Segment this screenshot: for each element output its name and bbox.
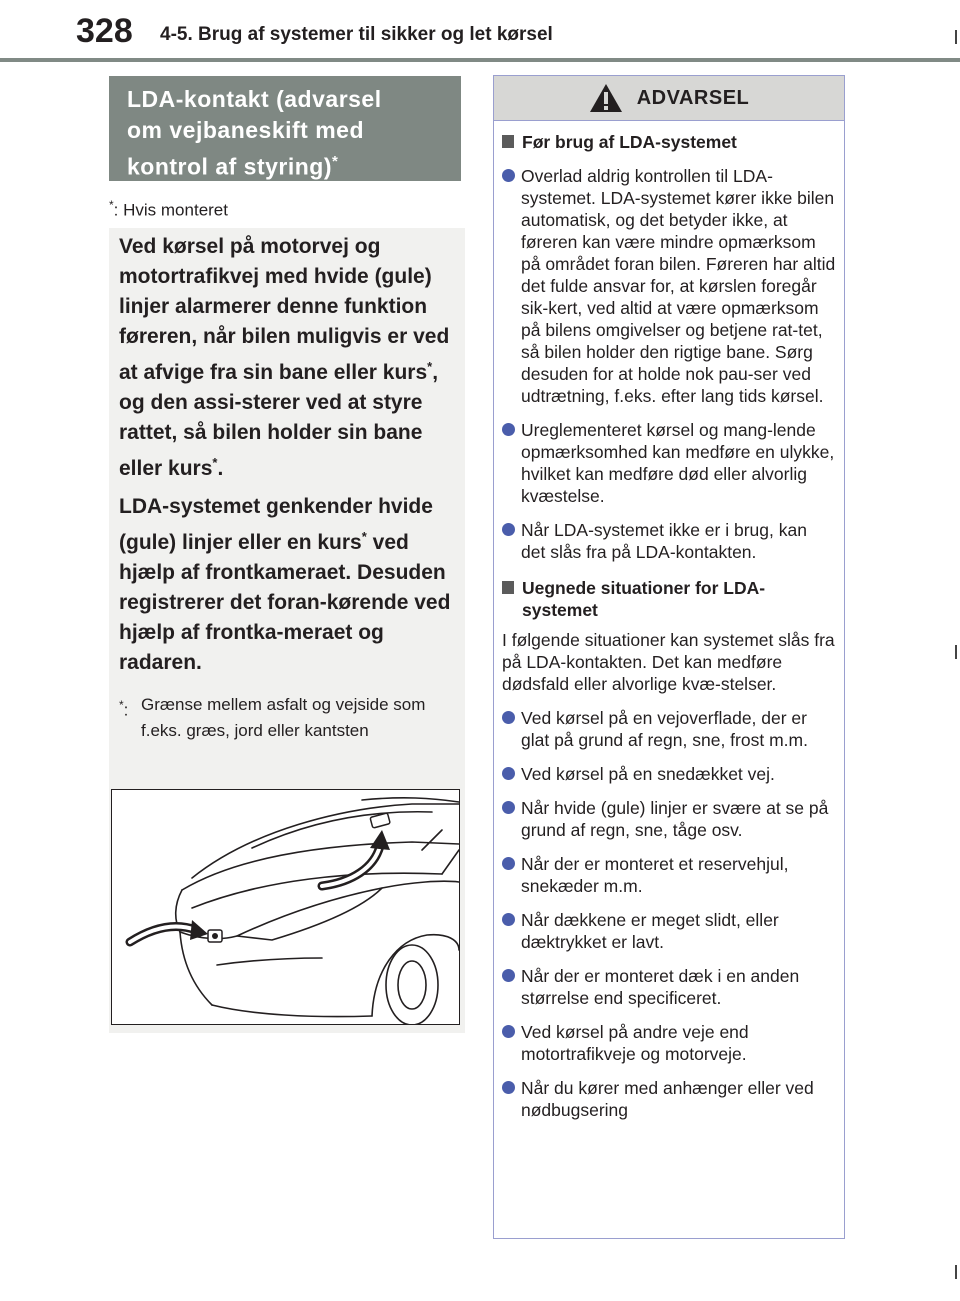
bullet-dot-icon: [502, 1081, 515, 1094]
description-panel: [109, 228, 465, 1033]
title-line: LDA-kontakt (advarsel: [127, 86, 382, 112]
section-heading: Uegnede situationer for LDA-systemet: [502, 577, 836, 621]
crop-mark: [955, 645, 957, 659]
radar-sensor-icon: [208, 930, 222, 942]
bullet-dot-icon: [502, 169, 515, 182]
warning-header: [494, 76, 844, 121]
section-title: 4-5. Brug af systemer til sikker og let kørsel: [160, 24, 553, 45]
list-item: Når hvide (gule) linjer er svære at se på grund af regn, sne, tåge osv.: [502, 797, 836, 841]
title-line: kontrol af styring)*: [127, 153, 339, 180]
warning-box: [493, 75, 845, 1239]
windshield-outline: [192, 804, 459, 878]
warning-body: [494, 121, 844, 1121]
section-text: I følgende situationer kan systemet slås fra på LDA-kontakten. Det kan medføre dødsfald eller alvorlige kvæ-stelser.: [502, 630, 835, 694]
title-asterisk: *: [332, 153, 339, 170]
bullet-dot-icon: [502, 711, 515, 724]
list-item: Ureglementeret kørsel og mang-lende opmærksomhed kan medføre en ulykke, hvilket kan medføre død eller alvorlig kvæstelse.: [502, 419, 836, 507]
bullet-dot-icon: [502, 913, 515, 926]
detection-paragraph: LDA-systemet genkender hvide (gule) linjer eller en kurs* ved hjælp af frontkameraet. Desuden registrerer det foran-kørende ved hjælp af frontka-meraet og radaren.: [119, 495, 451, 674]
warning-triangle-icon: [589, 83, 623, 113]
footnote-mark: *: [109, 198, 114, 212]
bullet-dot-icon: [502, 857, 515, 870]
list-item: Når dækkene er meget slidt, eller dæktrykket er lavt.: [502, 909, 836, 953]
header-rule: [0, 58, 960, 62]
car-illustration: [111, 789, 460, 1025]
camera-arrow-icon: [322, 830, 390, 886]
list-item: Når der er monteret dæk i en anden størrelse end specificeret.: [502, 965, 836, 1009]
bullet-dot-icon: [502, 969, 515, 982]
feature-title: [109, 76, 461, 181]
list-item: Når du kører med anhænger eller ved nødbugsering: [502, 1077, 836, 1121]
list-item: Overlad aldrig kontrollen til LDA-systemet. LDA-systemet kører ikke bilen automatisk, og det betyder ikke, at føreren kan være mindre opmærksom på området foran bilen. Føreren har altid det fulde ansvar for, at kørslen foregår sik-kert, ved altid at være opmærksom på bilens omgivelser og betjene rat-tet, så bilen holder den rigtige bane. Sørg desuden for at holde nok pau-ser ved udtrætning, f.eks. efter lang tids kørsel.: [502, 165, 836, 407]
bullet-dot-icon: [502, 423, 515, 436]
section-square-icon: [502, 581, 514, 594]
list-item: Når LDA-systemet ikke er i brug, kan det slås fra på LDA-kontakten.: [502, 519, 836, 563]
bullet-dot-icon: [502, 767, 515, 780]
camera-sensor-icon: [370, 813, 390, 828]
crop-mark: [955, 30, 957, 44]
bullet-dot-icon: [502, 523, 515, 536]
warning-label: ADVARSEL: [636, 86, 750, 109]
list-item: Ved kørsel på andre veje end motortrafikveje og motorveje.: [502, 1021, 836, 1065]
intro-paragraph: Ved kørsel på motorvej og motortrafikvej med hvide (gule) linjer alarmerer denne funktion føreren, når bilen muligvis er ved at afvige fra sin bane eller kurs*, og den assi-sterer ved at styre rattet, så bilen holder sin bane eller kurs*.: [119, 235, 450, 480]
headlight-outline: [237, 888, 382, 940]
list-item: Ved kørsel på en snedækket vej.: [502, 763, 836, 785]
section-heading: Før brug af LDA-systemet: [502, 131, 836, 153]
crop-mark: [955, 1265, 957, 1279]
title-line: om vejbaneskift med: [127, 117, 365, 143]
definition-text: Grænse mellem asfalt og vejside som f.eks. græs, jord eller kantsten: [141, 695, 426, 740]
bullet-dot-icon: [502, 801, 515, 814]
availability-note: *: Hvis monteret: [109, 198, 228, 220]
radar-arrow-icon: [130, 920, 208, 942]
definition-note: *: Grænse mellem asfalt og vejside som f.eks. græs, jord eller kantsten: [119, 692, 453, 744]
section-square-icon: [502, 135, 514, 148]
bullet-dot-icon: [502, 1025, 515, 1038]
list-item: Når der er monteret et reservehjul, snekæder m.m.: [502, 853, 836, 897]
list-item: Ved kørsel på en vejoverflade, der er glat på grund af regn, sne, frost m.m.: [502, 707, 836, 751]
page-number: 328: [76, 12, 133, 50]
page-header: [0, 0, 960, 62]
wheel-arch: [372, 935, 459, 1016]
front-wheel: [386, 945, 438, 1024]
